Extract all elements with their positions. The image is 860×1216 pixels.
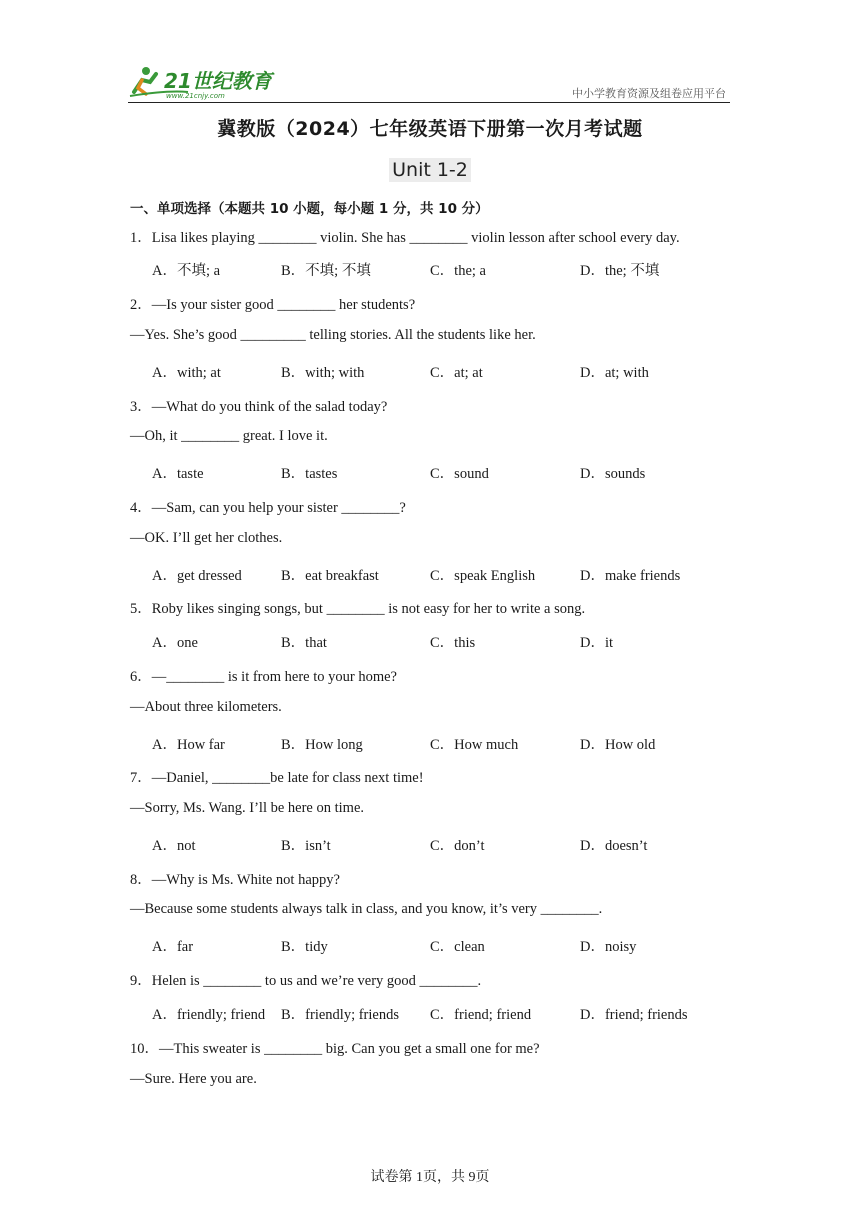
question-7-line-2: —Sorry, Ms. Wang. I’ll be here on time.	[130, 800, 365, 816]
question-9-line-1: 9．Helen is ________ to us and we’re very good ________.	[130, 973, 482, 989]
question-7-line-1: 7．—Daniel, ________be late for class next time!	[130, 770, 424, 786]
svg-text:www.21cnjy.com: www.21cnjy.com	[166, 92, 225, 100]
question-5-option-d: D．it	[580, 635, 614, 651]
svg-text:21世纪教育: 21世纪教育	[164, 69, 272, 93]
question-3-option-a: A．taste	[152, 466, 204, 482]
question-4-line-1: 4．—Sam, can you help your sister ________?	[130, 500, 406, 516]
platform-label: 中小学教育资源及组卷应用平台	[572, 87, 726, 100]
question-8-line-2: —Because some students always talk in class, and you know, it’s very ________.	[130, 901, 603, 917]
question-4-option-c: C．speak English	[430, 568, 536, 584]
question-5-line-1: 5．Roby likes singing songs, but ________ is not easy for her to write a song.	[130, 601, 586, 617]
question-3-option-b: B．tastes	[281, 466, 338, 482]
subtitle-wrap	[0, 158, 860, 182]
question-6-option-c: C．How much	[430, 737, 519, 753]
question-4-option-a: A．get dressed	[152, 568, 242, 584]
question-8-option-a: A．far	[152, 939, 194, 955]
question-4-option-d: D．make friends	[580, 568, 681, 584]
question-2-option-d: D．at; with	[580, 365, 649, 381]
section-heading: 一、单项选择（本题共 10 小题，每小题 1 分，共 10 分）	[130, 201, 489, 217]
question-10-line-1: 10．—This sweater is ________ big. Can you get a small one for me?	[130, 1041, 540, 1057]
question-8-option-b: B．tidy	[281, 939, 328, 955]
question-8-option-d: D．noisy	[580, 939, 637, 955]
page-subtitle: Unit 1-2	[389, 158, 471, 182]
question-9-option-b: B．friendly; friends	[281, 1007, 399, 1023]
question-2-line-2: —Yes. She’s good _________ telling stories. All the students like her.	[130, 327, 536, 343]
question-3-line-2: —Oh, it ________ great. I love it.	[130, 428, 328, 444]
question-6-option-b: B．How long	[281, 737, 363, 753]
question-5-option-b: B．that	[281, 635, 327, 651]
question-2-option-c: C．at; at	[430, 365, 483, 381]
question-9-option-d: D．friend; friends	[580, 1007, 688, 1023]
page-header	[128, 62, 730, 103]
question-9-option-a: A．friendly; friend	[152, 1007, 266, 1023]
question-8-option-c: C．clean	[430, 939, 485, 955]
question-1-option-d: D．the; 不填	[580, 263, 660, 279]
question-7-option-c: C．don’t	[430, 838, 485, 854]
page-title: 冀教版（2024）七年级英语下册第一次月考试题	[217, 118, 643, 140]
question-6-line-1: 6．—________ is it from here to your home?	[130, 669, 397, 685]
question-8-line-1: 8．—Why is Ms. White not happy?	[130, 872, 340, 888]
question-3-option-d: D．sounds	[580, 466, 646, 482]
question-5-option-c: C．this	[430, 635, 476, 651]
question-4-line-2: —OK. I’ll get her clothes.	[130, 530, 283, 546]
question-9-option-c: C．friend; friend	[430, 1007, 532, 1023]
question-6-option-a: A．How far	[152, 737, 225, 753]
question-10-line-2: —Sure. Here you are.	[130, 1071, 257, 1087]
question-2-line-1: 2．—Is your sister good ________ her students?	[130, 297, 416, 313]
question-3-option-c: C．sound	[430, 466, 489, 482]
question-1-line-1: 1．Lisa likes playing ________ violin. She has ________ violin lesson after school every day.	[130, 230, 680, 246]
question-1-option-a: A．不填; a	[152, 263, 221, 279]
question-1-option-c: C．the; a	[430, 263, 486, 279]
question-2-option-b: B．with; with	[281, 365, 365, 381]
question-6-option-d: D．How old	[580, 737, 656, 753]
question-5-option-a: A．one	[152, 635, 198, 651]
question-4-option-b: B．eat breakfast	[281, 568, 379, 584]
question-7-option-a: A．not	[152, 838, 196, 854]
question-1-option-b: B．不填; 不填	[281, 263, 371, 279]
21cnjy-logo	[128, 62, 278, 100]
page-footer: 试卷第 1页，共 9页	[370, 1170, 490, 1185]
question-7-option-b: B．isn’t	[281, 838, 331, 854]
question-3-line-1: 3．—What do you think of the salad today?	[130, 399, 388, 415]
question-6-line-2: —About three kilometers.	[130, 699, 282, 715]
question-2-option-a: A．with; at	[152, 365, 221, 381]
question-7-option-d: D．doesn’t	[580, 838, 648, 854]
